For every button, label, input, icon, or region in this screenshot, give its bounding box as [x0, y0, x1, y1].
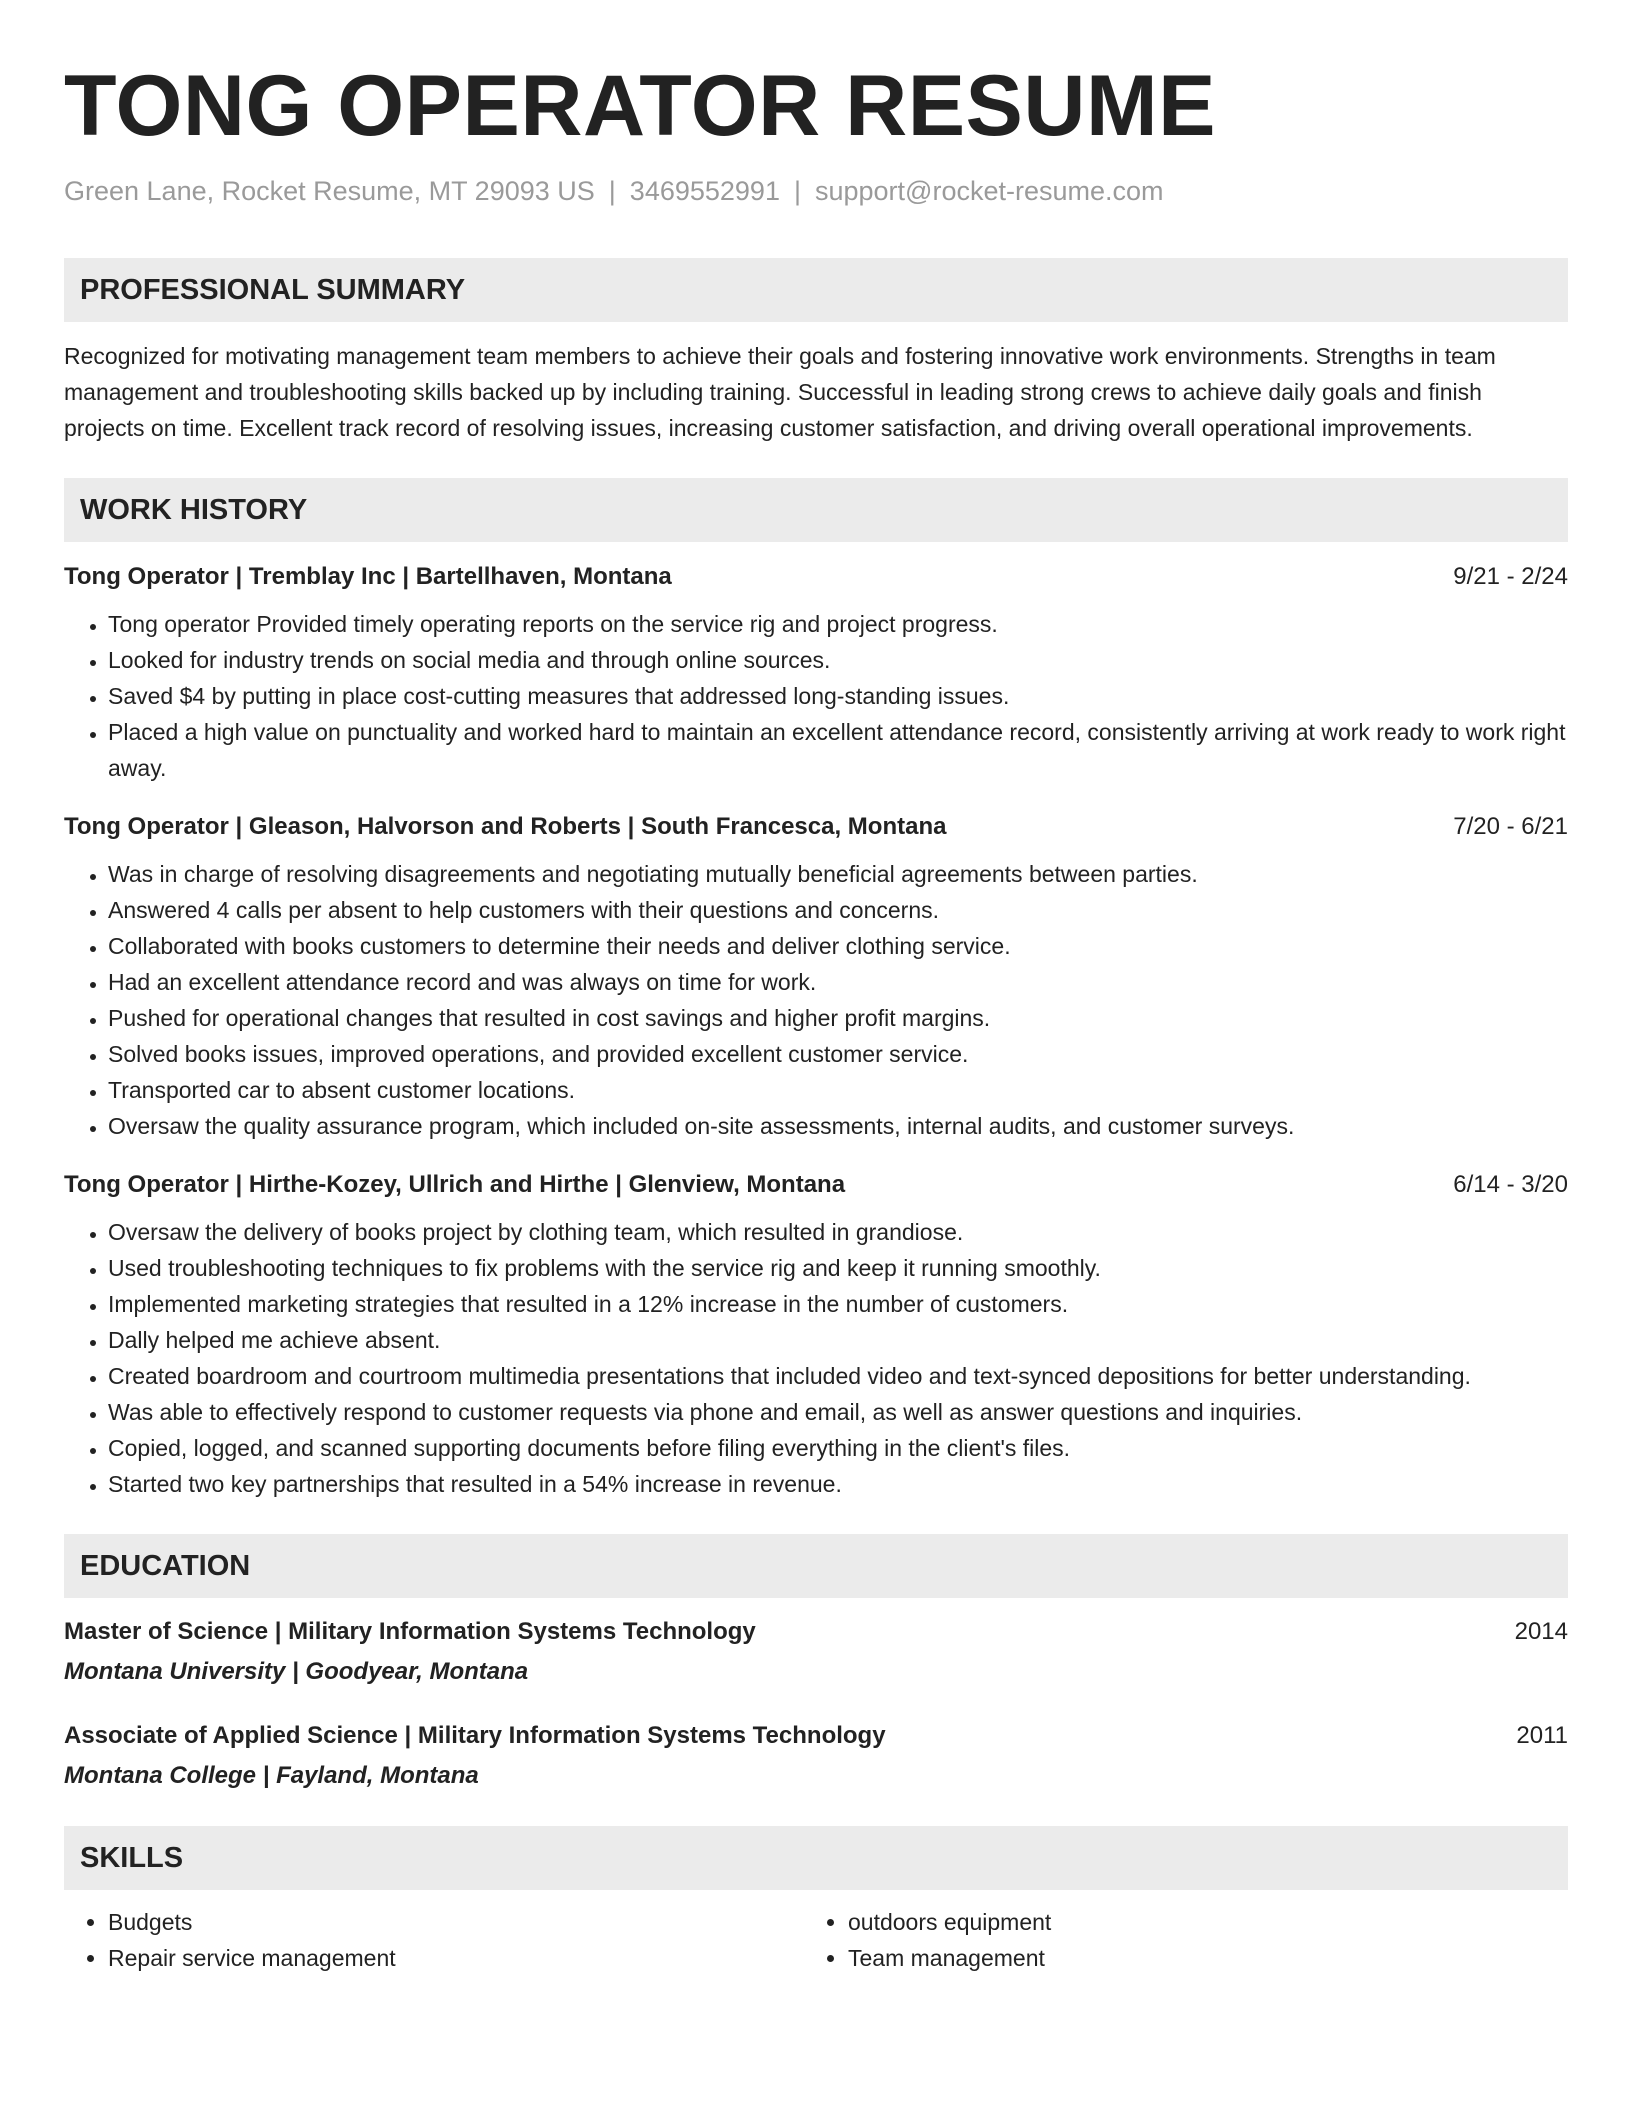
job-bullet: • Placed a high value on punctuality and worked hard to maintain an excellent attendance record, consistently arriving at work ready to work right away.: [108, 714, 1568, 786]
skill-item: • Team management: [848, 1940, 1544, 1976]
job-dates: 6/14 - 3/20: [1453, 1171, 1568, 1198]
job-bullet: • Tong operator Provided timely operating reports on the service rig and project progress.: [108, 606, 1568, 642]
job-bullet: • Solved books issues, improved operations, and provided excellent customer service.: [108, 1036, 1568, 1072]
job-dates: 9/21 - 2/24: [1453, 563, 1568, 590]
job-bullet: • Answered 4 calls per absent to help customers with their questions and concerns.: [108, 892, 1568, 928]
job-title: Tong Operator | Hirthe-Kozey, Ullrich and Hirthe | Glenview, Montana: [64, 1171, 846, 1198]
contact-address: Green Lane, Rocket Resume, MT 29093 US: [64, 176, 595, 206]
job-bullet: • Saved $4 by putting in place cost-cutting measures that addressed long-standing issues.: [108, 678, 1568, 714]
job-bullet: • Created boardroom and courtroom multimedia presentations that included video and text-synced depositions for better understanding.: [108, 1358, 1568, 1394]
job-title: Tong Operator | Gleason, Halvorson and Roberts | South Francesca, Montana: [64, 813, 947, 840]
job-dates: 7/20 - 6/21: [1453, 813, 1568, 840]
skill-item: • Repair service management: [108, 1940, 804, 1976]
job-bullet: • Had an excellent attendance record and was always on time for work.: [108, 964, 1568, 1000]
job-bullet: • Copied, logged, and scanned supporting documents before filing everything in the client's files.: [108, 1430, 1568, 1466]
education-year: 2011: [1516, 1722, 1568, 1749]
section-header-education: EDUCATION: [64, 1534, 1568, 1598]
job-bullet: • Was in charge of resolving disagreements and negotiating mutually beneficial agreements between parties.: [108, 856, 1568, 892]
education-header: [64, 1718, 1568, 1754]
job-bullet: • Was able to effectively respond to customer requests via phone and email, as well as answer questions and inquiries.: [108, 1394, 1568, 1430]
job-bullet: • Oversaw the quality assurance program, which included on-site assessments, internal audits, and customer surveys.: [108, 1108, 1568, 1144]
skills-column-left: [64, 1904, 804, 1976]
skill-item: • Budgets: [108, 1904, 804, 1940]
education-entry: [64, 1614, 1568, 1690]
job-header: [64, 810, 1568, 844]
skill-item: • outdoors equipment: [848, 1904, 1544, 1940]
job-bullet: • Transported car to absent customer locations.: [108, 1072, 1568, 1108]
job-bullet: • Collaborated with books customers to determine their needs and deliver clothing service.: [108, 928, 1568, 964]
contact-separator: |: [793, 176, 801, 206]
job-bullet: • Dally helped me achieve absent.: [108, 1322, 1568, 1358]
education-degree: Master of Science | Military Information Systems Technology: [64, 1618, 756, 1645]
job-bullet: • Started two key partnerships that resulted in a 54% increase in revenue.: [108, 1466, 1568, 1502]
education-header: [64, 1614, 1568, 1650]
skills-list: [64, 1904, 1568, 1976]
job-header: [64, 560, 1568, 594]
job-bullet: • Pushed for operational changes that resulted in cost savings and higher profit margins.: [108, 1000, 1568, 1036]
education-year: 2014: [1514, 1618, 1568, 1645]
skills-column-right: [804, 1904, 1544, 1976]
education-degree: Associate of Applied Science | Military Information Systems Technology: [64, 1722, 886, 1749]
job-entry: [64, 560, 1568, 786]
job-entry: [64, 810, 1568, 1144]
section-header-skills: SKILLS: [64, 1826, 1568, 1890]
contact-phone: 3469552991: [629, 176, 780, 206]
contact-email: support@rocket-resume.com: [814, 176, 1164, 206]
contact-line: [64, 174, 1568, 208]
contact-separator: |: [608, 176, 616, 206]
education-entry: [64, 1718, 1568, 1794]
section-header-summary: PROFESSIONAL SUMMARY: [64, 258, 1568, 322]
job-bullet: • Used troubleshooting techniques to fix problems with the service rig and keep it running smoothly.: [108, 1250, 1568, 1286]
resume-title: TONG OPERATOR RESUME: [64, 58, 1217, 154]
job-bullets: [64, 606, 1568, 786]
job-bullets: [64, 856, 1568, 1144]
job-bullets: [64, 1214, 1568, 1502]
education-school: Montana University | Goodyear, Montana: [64, 1658, 529, 1685]
job-title: Tong Operator | Tremblay Inc | Bartellhaven, Montana: [64, 563, 672, 590]
job-bullet: • Oversaw the delivery of books project by clothing team, which resulted in grandiose.: [108, 1214, 1568, 1250]
job-header: [64, 1168, 1568, 1202]
job-bullet: • Implemented marketing strategies that resulted in a 12% increase in the number of customers.: [108, 1286, 1568, 1322]
resume-page: [64, 0, 1568, 1976]
job-entry: [64, 1168, 1568, 1502]
section-header-work-history: WORK HISTORY: [64, 478, 1568, 542]
summary-text: Recognized for motivating management team members to achieve their goals and fostering innovative work environments. Strengths in team management and troubleshooting skills backed up by including training. Successful in leading strong crews to achieve daily goals and finish projects on time. Excellent track record of resolving issues, increasing customer satisfaction, and driving overall operational improvements.: [64, 343, 1496, 441]
education-school: Montana College | Fayland, Montana: [64, 1762, 479, 1789]
job-bullet: • Looked for industry trends on social media and through online sources.: [108, 642, 1568, 678]
